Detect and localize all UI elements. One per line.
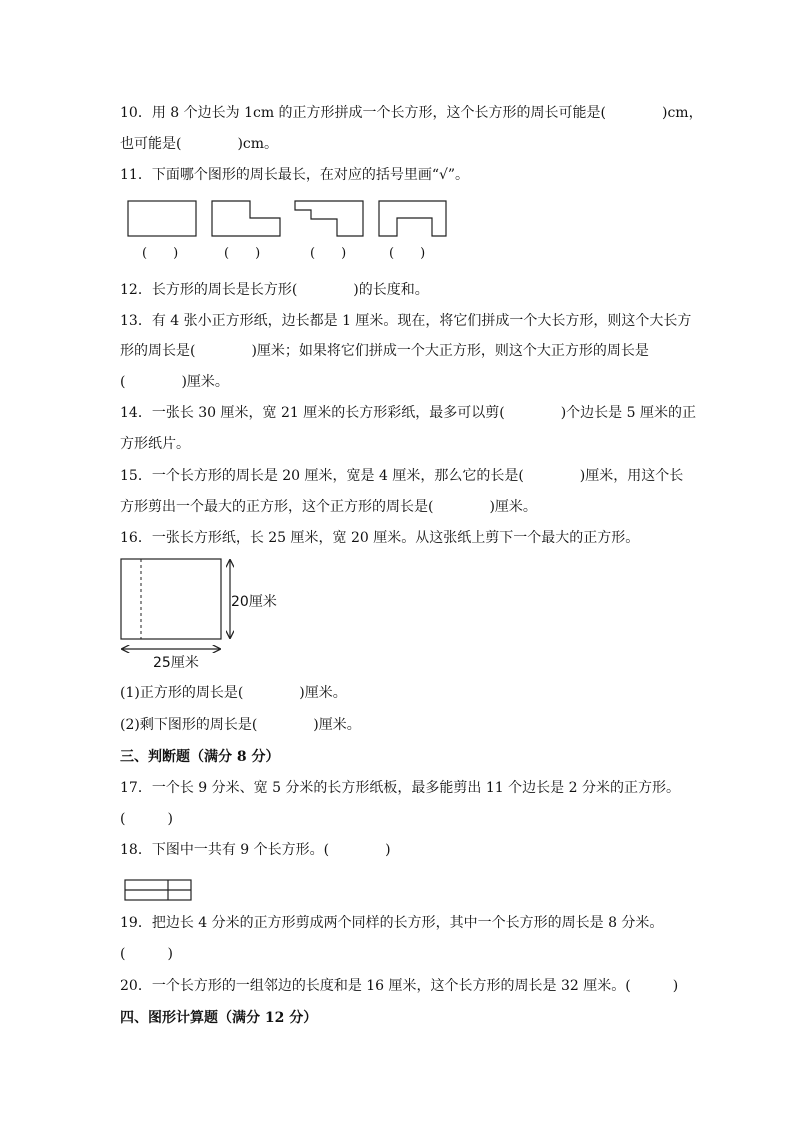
section-4-title: 四、图形计算题（满分 12 分）	[120, 1010, 318, 1026]
q13-line-3: ( )厘米。	[120, 374, 229, 390]
q15-line-2: 方形剪出一个最大的正方形，这个正方形的周长是( )厘米。	[120, 499, 537, 515]
q11-bracket-4[interactable]: ( )	[389, 246, 426, 261]
q16-text: 16．一张长方形纸，长 25 厘米，宽 20 厘米。从这张纸上剪下一个最大的正方形。	[120, 530, 640, 546]
q17-line-1: 17．一个长 9 分米、宽 5 分米的长方形纸板，最多能剪出 11 个边长是 2 分米的正方形。	[120, 780, 680, 796]
q11-shape-2	[212, 201, 280, 236]
q18-text: 18．下图中一共有 9 个长方形。( )	[120, 842, 391, 858]
q16-height-label: 20厘米	[231, 594, 277, 610]
q19-line-1: 19．把边长 4 分米的正方形剪成两个同样的长方形，其中一个长方形的周长是 8 分米。	[120, 915, 664, 931]
q11-bracket-1[interactable]: ( )	[142, 246, 179, 261]
q11-bracket-3[interactable]: ( )	[310, 246, 347, 261]
q13-line-1: 13．有 4 张小正方形纸，边长都是 1 厘米。现在，将它们拼成一个大长方形，则这个大长方	[120, 313, 692, 329]
q11-bracket-2[interactable]: ( )	[224, 246, 261, 261]
q18-figure	[118, 873, 198, 903]
q16-paper-rect	[121, 559, 221, 639]
q15-line-1: 15．一个长方形的周长是 20 厘米，宽是 4 厘米，那么它的长是( )厘米，用这个长	[120, 468, 684, 484]
q16-sub-2: (2)剩下图形的周长是( )厘米。	[120, 717, 361, 733]
q16-sub-1: (1)正方形的周长是( )厘米。	[120, 685, 347, 701]
q19-line-2[interactable]: ( )	[120, 946, 173, 962]
q11-shape-4	[379, 201, 446, 236]
q11-text: 11．下面哪个图形的周长最长，在对应的括号里画“√”。	[120, 167, 470, 183]
q11-shape-3	[295, 201, 363, 236]
q20-text: 20．一个长方形的一组邻边的长度和是 16 厘米，这个长方形的周长是 32 厘米。( )	[120, 978, 679, 994]
section-3-title: 三、判断题（满分 8 分）	[120, 749, 280, 765]
q14-line-1: 14．一张长 30 厘米，宽 21 厘米的长方形彩纸，最多可以剪( )个边长是 5 厘米的正	[120, 405, 696, 421]
q11-shape-1	[128, 201, 196, 236]
q14-line-2: 方形纸片。	[120, 436, 190, 452]
q17-line-2[interactable]: ( )	[120, 811, 173, 827]
q16-width-label: 25厘米	[153, 655, 199, 671]
q12-text: 12．长方形的周长是长方形( )的长度和。	[120, 282, 429, 298]
q10-line-1: 10．用 8 个边长为 1cm 的正方形拼成一个长方形，这个长方形的周长可能是( )cm，	[120, 105, 703, 121]
q13-line-2: 形的周长是( )厘米；如果将它们拼成一个大正方形，则这个大正方形的周长是	[120, 343, 649, 359]
q10-line-2: 也可能是( )cm。	[120, 136, 279, 152]
